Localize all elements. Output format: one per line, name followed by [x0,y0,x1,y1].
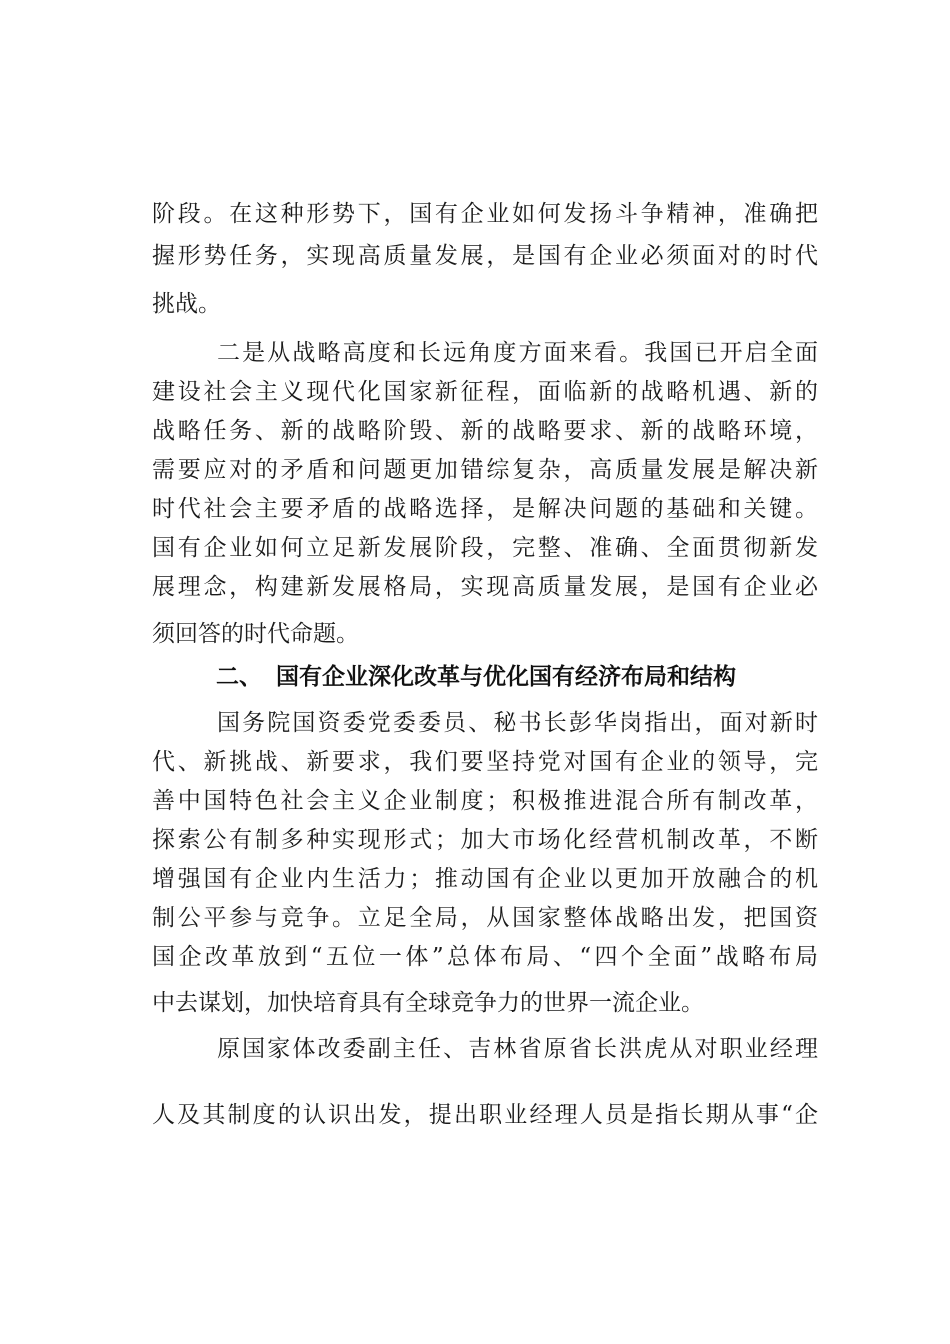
paragraph-line: 制公平参与竞争。立足全局，从国家整体战略出发，把国资 [152,905,818,931]
paragraph-line: 原国家体改委副主任、吉林省原省长洪虎从对职业经理 [217,1036,818,1062]
section-heading [216,662,818,692]
paragraph-line: 二是从战略高度和长远角度方面来看。我国已开启全面 [217,340,818,366]
paragraph-line: 需要应对的矛盾和问题更加错综复杂，高质量发展是解决新 [152,457,818,483]
paragraph-line: 阶段。在这种形势下，国有企业如何发扬斗争精神，准确把 [152,201,818,227]
paragraph-line: 善中国特色社会主义企业制度；积极推进混合所有制改革， [152,788,818,814]
paragraph-line: 握形势任务，实现高质量发展，是国有企业必须面对的时代 [152,243,818,269]
section-heading-text: 国有企业深化改革与优化国有经济布局和结构 [276,664,736,690]
paragraph-line: 国企改革放到“五位一体”总体布局、“四个全面”战略布局 [152,944,818,970]
paragraph-line: 国有企业如何立足新发展阶段，完整、准确、全面贯彻新发 [152,535,818,561]
section-heading-number: 二、 [216,664,262,690]
paragraph-line: 探索公有制多种实现形式；加大市场化经营机制改革，不断 [152,827,818,853]
paragraph-line: 挑战。 [152,291,221,317]
paragraph-line: 须回答的时代命题。 [152,621,359,647]
paragraph-line: 中去谋划，加快培育具有全球竞争力的世界一流企业。 [152,990,704,1016]
paragraph-line: 人及其制度的认识出发，提出职业经理人员是指长期从事“企 [152,1102,818,1128]
paragraph-line: 代、新挑战、新要求，我们要坚持党对国有企业的领导，完 [152,749,818,775]
paragraph-line: 国务院国资委党委委员、秘书长彭华岗指出，面对新时 [217,710,818,736]
paragraph-line: 时代社会主要矛盾的战略选择，是解决问题的基础和关键。 [152,496,818,522]
paragraph-line: 增强国有企业内生活力；推动国有企业以更加开放融合的机 [152,866,818,892]
paragraph-line: 建设社会主义现代化国家新征程，面临新的战略机遇、新的 [152,379,818,405]
paragraph-line: 展理念，构建新发展格局，实现高质量发展，是国有企业必 [152,574,818,600]
paragraph-line: 战略任务、新的战略阶毁、新的战略要求、新的战略环境， [152,418,818,444]
